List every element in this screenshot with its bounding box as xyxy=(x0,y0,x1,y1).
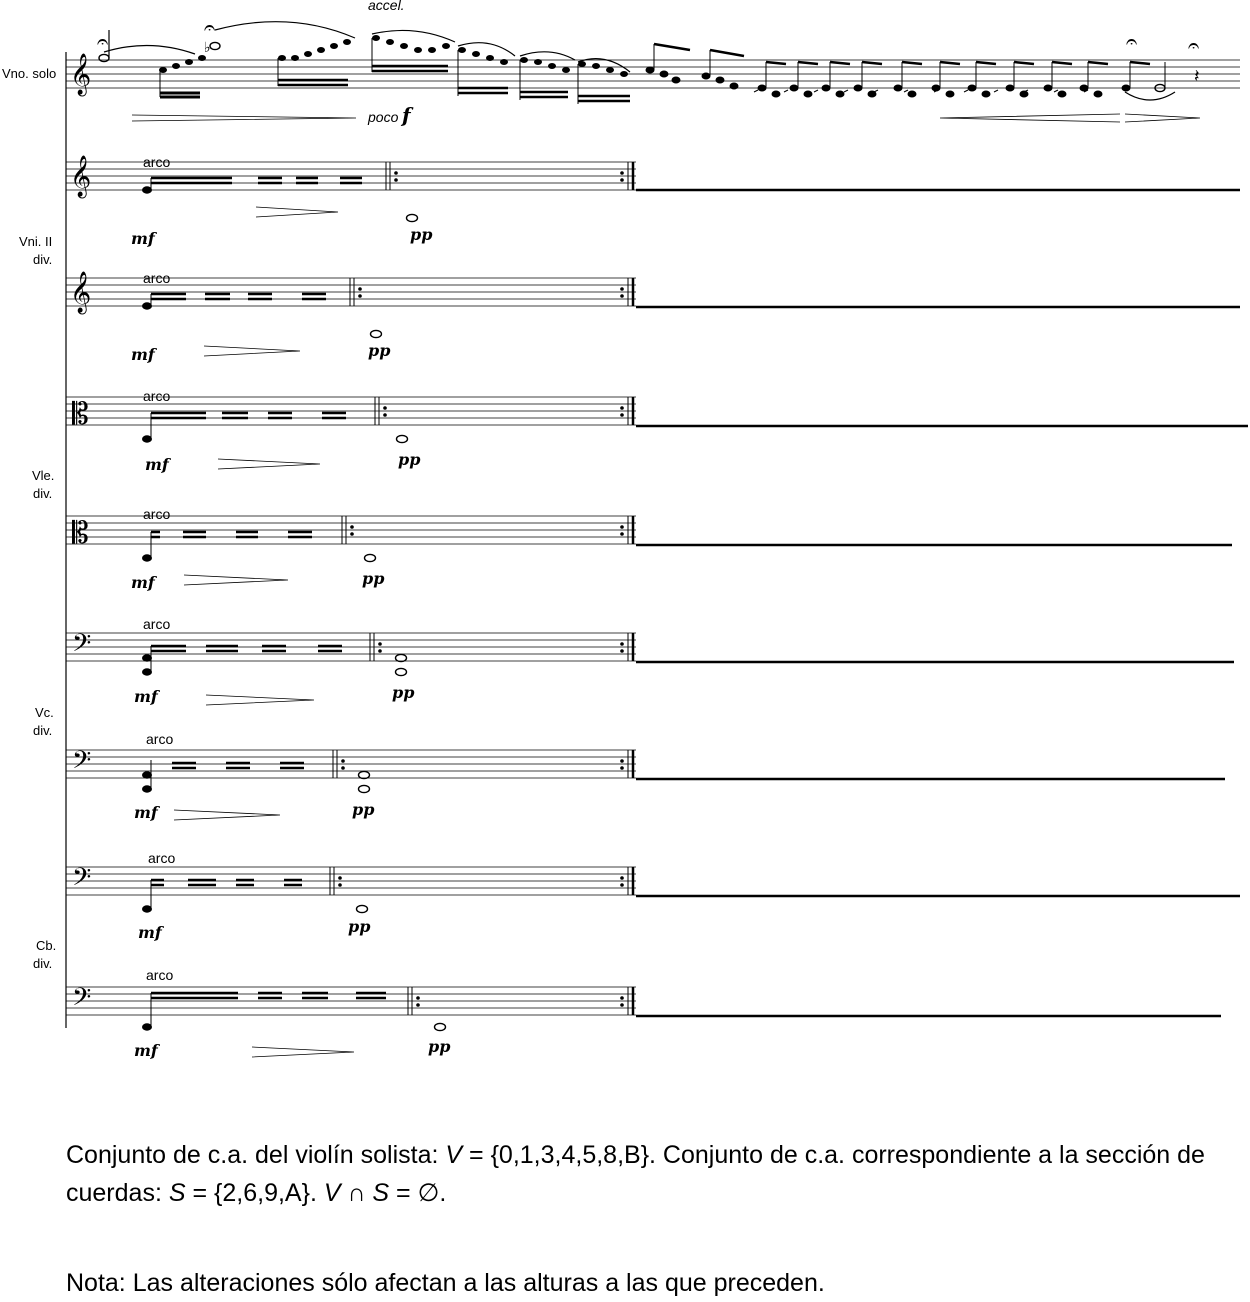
treble-clef-icon: 𝄞 xyxy=(70,272,92,313)
bass-clef-icon: 𝄢 xyxy=(72,863,92,898)
instrument-label-violas-div: div. xyxy=(33,486,53,501)
fermata-icon: 𝄐 xyxy=(1126,29,1138,53)
instrument-label-cellos-div: div. xyxy=(33,723,53,738)
set-v-symbol: V xyxy=(445,1141,463,1169)
caption-text: Conjunto de c.a. del violín solista: xyxy=(66,1141,446,1169)
mf-dynamic: mf xyxy=(138,923,162,942)
solo-staff xyxy=(66,0,1240,127)
treble-clef-icon: 𝄞 xyxy=(70,54,92,95)
string-staff-3 xyxy=(66,397,1248,432)
string-staff-8 xyxy=(66,983,1221,1018)
solo-repeated-figures xyxy=(646,44,1088,92)
mf-dynamic: mf xyxy=(131,573,155,592)
arco-marking: arco xyxy=(146,731,174,747)
mf-dynamic: mf xyxy=(134,687,158,706)
solo-note-run xyxy=(278,35,630,104)
strings-section xyxy=(66,154,1248,1060)
set-v-symbol: V xyxy=(323,1179,341,1207)
bass-clef-icon: 𝄢 xyxy=(72,746,92,781)
fermata-icon: 𝄐 xyxy=(204,15,216,39)
alto-clef-icon: 𝄡 xyxy=(72,516,89,551)
instrument-label-basses: Cb. xyxy=(36,938,57,953)
pp-dynamic: pp xyxy=(428,1037,451,1056)
caption-note: Nota: Las alteraciones sólo afectan a las alturas a las que preceden. xyxy=(66,1269,825,1297)
caption-text: = {2,6,9,A}. xyxy=(185,1179,324,1207)
pp-dynamic: pp xyxy=(368,341,391,360)
arco-marking: arco xyxy=(143,388,171,404)
pp-dynamic: pp xyxy=(398,450,421,469)
set-s-symbol: S xyxy=(372,1179,390,1207)
caption-text: = {0,1,3,4,5,8,B}. Conjunto de c.a. correspondiente a la sección de cuerdas: xyxy=(66,1141,1205,1207)
treble-clef-icon: 𝄞 xyxy=(70,156,92,197)
arco-marking: arco xyxy=(143,270,171,286)
alto-clef-icon: 𝄡 xyxy=(72,397,89,432)
pp-dynamic: pp xyxy=(362,569,385,588)
string-staff-5 xyxy=(66,629,1234,664)
intersection-symbol: ∩ xyxy=(340,1179,373,1207)
string-staff-1 xyxy=(66,155,1240,198)
instrument-label-solo: Vno. solo xyxy=(2,66,57,81)
mf-dynamic: mf xyxy=(131,345,155,364)
mf-dynamic: mf xyxy=(134,803,158,822)
instrument-label-violins: Vni. II xyxy=(19,234,53,249)
pp-dynamic: pp xyxy=(348,917,371,936)
quarter-rest-icon: 𝄽 xyxy=(1194,66,1200,87)
string-staff-4 xyxy=(66,516,1232,551)
fermata-icon: 𝄐 xyxy=(97,29,109,53)
accel-marking: accel. xyxy=(368,0,405,13)
mf-dynamic: mf xyxy=(134,1041,158,1060)
forte-dynamic: f xyxy=(402,103,411,127)
fermata-icon: 𝄐 xyxy=(1188,33,1200,57)
mf-dynamic: mf xyxy=(131,229,155,248)
pp-dynamic: pp xyxy=(352,800,375,819)
arco-marking: arco xyxy=(143,154,171,170)
bass-clef-icon: 𝄢 xyxy=(72,983,92,1018)
poco-marking: poco xyxy=(368,109,399,125)
caption-paragraph xyxy=(66,1136,1216,1212)
caption-text: = ∅. xyxy=(389,1179,447,1207)
arco-marking: arco xyxy=(148,850,176,866)
string-staff-2 xyxy=(66,271,1240,314)
arco-marking: arco xyxy=(143,506,171,522)
mf-dynamic: mf xyxy=(145,455,169,474)
set-s-symbol: S xyxy=(168,1179,186,1207)
svg-text:♭: ♭ xyxy=(204,40,211,56)
instrument-label-basses-div: div. xyxy=(33,956,53,971)
instrument-label-violas: Vle. xyxy=(32,468,55,483)
arco-marking: arco xyxy=(146,967,174,983)
pp-dynamic: pp xyxy=(410,225,433,244)
pp-dynamic: pp xyxy=(392,683,415,702)
instrument-label-cellos: Vc. xyxy=(35,705,54,720)
bass-clef-icon: 𝄢 xyxy=(72,629,92,664)
instrument-label-violins-div: div. xyxy=(33,252,53,267)
arco-marking: arco xyxy=(143,616,171,632)
